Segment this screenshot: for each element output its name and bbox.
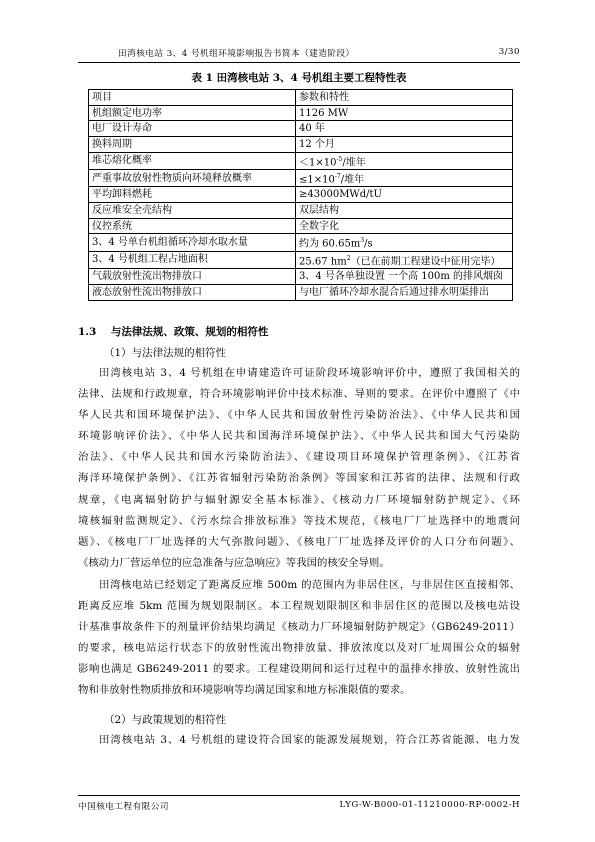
paragraph-line: 田湾核电站已经划定了距离反应堆 500m 的范围内为非居住区，与非居住区直接相邻、 [99, 579, 520, 591]
row-item: 反应堆安全壳结构 [89, 203, 296, 219]
paragraph-line: 物和非放射性物质排放和环境影响等均满足国家和地方标准限值的要求。 [78, 684, 411, 697]
paragraph-zones [78, 575, 520, 702]
row-value: ≥43000MWd/tU [296, 187, 513, 203]
table-row [89, 203, 513, 219]
row-value [296, 251, 513, 268]
table-row [89, 234, 513, 251]
row-value: 1126 MW [296, 105, 513, 121]
paragraph-line: 影响也满足 GB6249-2011 的要求。工程建设期间和运行过程中的温排水排放、放射性流出 [78, 663, 520, 676]
row-item: 3、4 号机组工程占地面积 [89, 251, 296, 268]
table-row [89, 121, 513, 137]
table-header-row [89, 90, 513, 106]
paragraph-line: 《核动力厂营运单位的应急准备与应急响应》等我国的核安全导则。 [78, 556, 390, 569]
table-row [89, 251, 513, 268]
header-title: 田湾核电站 3、4 号机组环境影响报告书简本（建造阶段） [118, 49, 355, 59]
page-header [78, 44, 520, 63]
value-text: 25.67 hm [299, 256, 347, 268]
table-caption: 表 1 田湾核电站 3、4 号机组主要工程特性表 [191, 72, 407, 84]
footer-company: 中国核电工程有限公司 [78, 802, 169, 812]
row-value: 双层结构 [296, 203, 513, 219]
subsection-policy: （2）与政策规划的相符性 [104, 714, 227, 726]
value-unit: （已在前期工程建设中征用完毕） [350, 256, 501, 268]
value-exponent: 2 [346, 254, 351, 262]
value-exponent: -5 [336, 155, 343, 163]
value-unit: /堆年 [342, 157, 366, 169]
value-exponent: -7 [334, 173, 341, 181]
table-row [89, 218, 513, 234]
value-unit: /s [364, 238, 373, 250]
row-value: 40 年 [296, 121, 513, 137]
subsection-laws: （1）与法律法规的相符性 [104, 347, 227, 359]
table-row [89, 137, 513, 153]
column-header-item: 项目 [89, 90, 296, 106]
table-row [89, 269, 513, 285]
table-row [89, 284, 513, 300]
row-item: 堆芯熔化概率 [89, 152, 296, 169]
row-item: 3、4 号单台机组循环冷却水取水量 [89, 234, 296, 251]
row-item: 电厂设计寿命 [89, 121, 296, 137]
paragraph-line: 法律、法规和行政规章，符合环境影响评价中技术标准、导则的要求。在评价中遵照了《中 [78, 388, 520, 401]
paragraph-line: 环境影响评价法》、《中华人民共和国海洋环境保护法》、《中华人民共和国大气污染防 [78, 430, 520, 443]
section-heading [78, 324, 268, 339]
paragraph-policy [78, 730, 520, 751]
spec-table [88, 89, 513, 301]
document-code: LYG-W-B000-01-11210000-RP-0002-H [339, 800, 520, 810]
page-footer [78, 795, 520, 812]
paragraph-line: 治法》、《中华人民共和国水污染防治法》、《建设项目环境保护管理条例》、《江苏省 [78, 451, 520, 464]
page-number: 3/30 [498, 47, 520, 57]
row-value: 3、4 号各单独设置 一个高 100m 的排风烟囱 [296, 269, 513, 285]
row-item: 机组额定电功率 [89, 105, 296, 121]
paragraph-line: 距离反应堆 5km 范围为规划限制区。本工程规划限制区和非居住区的范围以及核电站设 [78, 600, 520, 613]
value-text: ＜1×10 [299, 157, 337, 169]
paragraph-line: 境核辐射监测规定》、《污水综合排放标准》等技术规范，《核电厂厂址选择中的地震问 [78, 514, 520, 527]
row-value: 12 个月 [296, 137, 513, 153]
value-exponent: 3 [360, 237, 365, 245]
section-number: 1.3 [78, 326, 97, 338]
section-title: 与法律法规、政策、规划的相符性 [110, 326, 269, 338]
row-item: 气载放射性流出物排放口 [89, 269, 296, 285]
paragraph-line: 华人民共和国环境保护法》、《中华人民共和国放射性污染防治法》、《中华人民共和国 [78, 409, 520, 422]
paragraph-line: 海洋环境保护条例》、《江苏省辐射污染防治条例》等国家和江苏省的法律、法规和行政 [78, 472, 520, 485]
table-row [89, 152, 513, 169]
paragraph-line: 田湾核电站 3、4 号机组在申请建造许可证阶段环境影响评价中，遵照了我国相关的 [99, 367, 520, 379]
row-item: 平均卸料燃耗 [89, 187, 296, 203]
paragraph-laws [78, 363, 520, 574]
row-value [296, 170, 513, 187]
column-header-value: 参数和特性 [296, 90, 513, 106]
paragraph-line: 题》、《核电厂厂址选择的大气弥散问题》、《核电厂厂址选择及评价的人口分布问题》、 [78, 535, 520, 548]
paragraph-line: 的要求，核电站运行状态下的放射性流出物排放量、排放浓度以及对厂址周围公众的辐射 [78, 642, 520, 655]
row-item: 换料周期 [89, 137, 296, 153]
row-item: 严重事故放射性物质向环境释放概率 [89, 170, 296, 187]
row-item: 仪控系统 [89, 218, 296, 234]
row-value: 全数字化 [296, 218, 513, 234]
value-text: 约为 60.65m [299, 238, 361, 250]
paragraph-line: 田湾核电站 3、4 号机组的建设符合国家的能源发展规划，符合江苏省能源、电力发 [99, 734, 520, 746]
row-value [296, 234, 513, 251]
row-value: 与电厂循环冷却水混合后通过排水明渠排出 [296, 284, 513, 300]
row-value [296, 152, 513, 169]
table-row [89, 170, 513, 187]
value-unit: /堆年 [340, 174, 365, 186]
value-text: ≤1×10 [299, 174, 335, 186]
paragraph-line: 计基准事故条件下的剂量评价结果均满足《核动力厂环境辐射防护规定》（GB6249-2011） [78, 621, 520, 634]
table-row [89, 105, 513, 121]
table-row [89, 187, 513, 203]
row-item: 液态放射性流出物排放口 [89, 284, 296, 300]
paragraph-line: 规章，《电离辐射防护与辐射源安全基本标准》、《核动力厂环境辐射防护规定》、《环 [78, 493, 520, 506]
